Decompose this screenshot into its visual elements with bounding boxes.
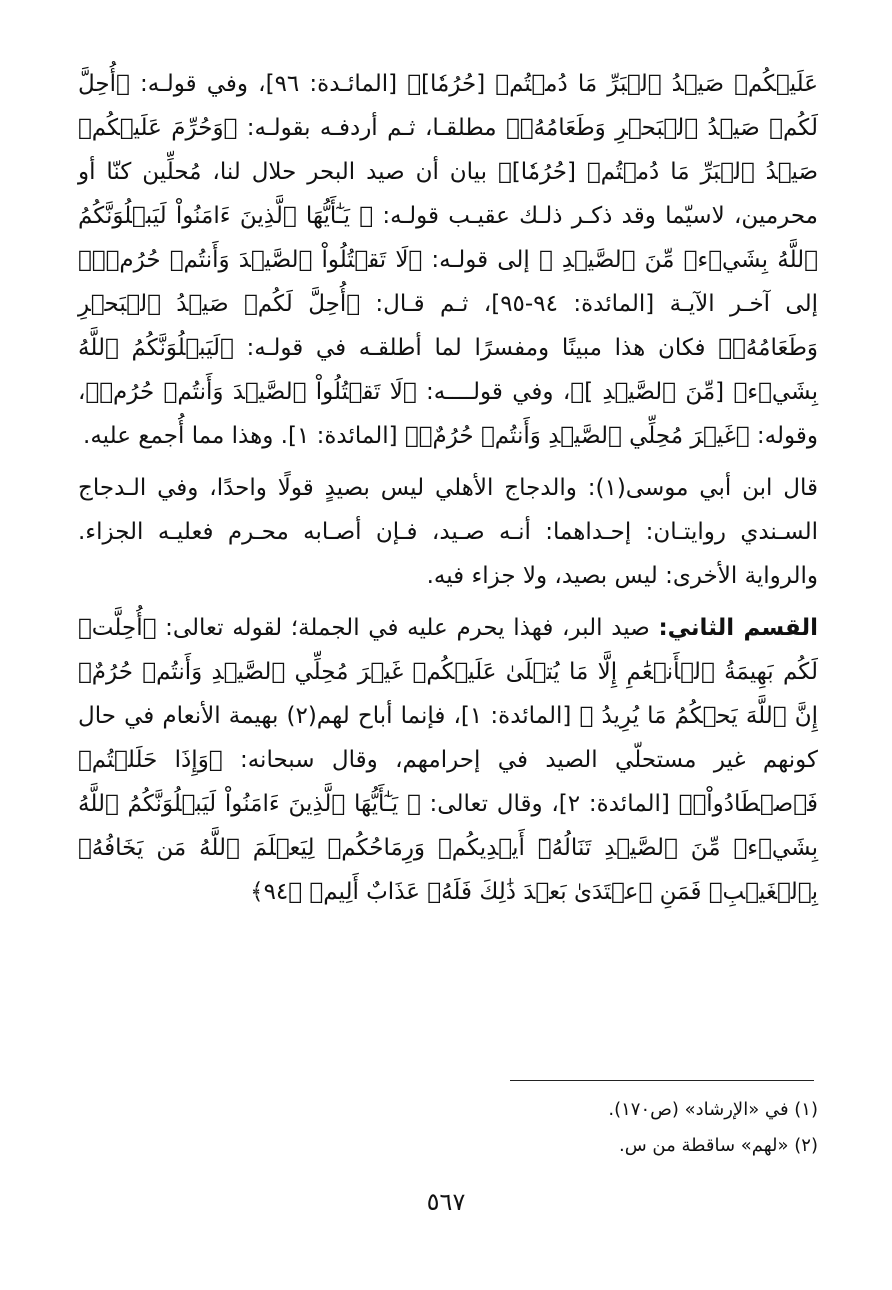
paragraph-1 (78, 62, 818, 458)
paragraph-3 (78, 606, 818, 914)
paragraph-text: قال ابن أبي موسى(١): والدجاج الأهلي ليس بصيدٍ قولًا واحدًا، وفي الـدجاج السـندي روايتـان: إحـداهما: أنـه صـيد، فـإن أصـابه محـرم فعليـه الجزاء. والرواية الأخرى: ليس بصيد، ولا جزاء فيه. (78, 475, 819, 589)
footnote-1: (١) في «الإرشاد» (ص١٧٠). (608, 1099, 818, 1120)
main-text (78, 62, 818, 914)
paragraph-text: صيد البر، فهذا يحرم عليه في الجملة؛ لقوله تعالى: ﴿أُحِلَّتۡ لَكُم بَهِيمَةُ ٱلۡأَنۡعَٰمِ إِلَّا مَا يُتۡلَىٰ عَلَيۡكُمۡ غَيۡرَ مُحِلِّي ٱلصَّيۡدِ وَأَنتُمۡ حُرُمٌۗ إِنَّ ٱللَّهَ يَحۡكُمُ مَا يُرِيدُ ﴾ [المائدة: ١]، فإنما أباح لهم(٢) بهيمة الأنعام في حال كونهم غير مستحلّي الصيد في إحرامهم، وقال سبحانه: ﴿وَإِذَا حَلَلۡتُمۡ فَٱصۡطَادُواْۚ﴾ [المائدة: ٢]، وقال تعالى: ﴿ يَـٰٓأَيُّهَا ٱلَّذِينَ ءَامَنُواْ لَيَبۡلُوَنَّكُمُ ٱللَّهُ بِشَيۡءٖ مِّنَ ٱلصَّيۡدِ تَنَالُهُۥٓ أَيۡدِيكُمۡ وَرِمَاحُكُمۡ لِيَعۡلَمَ ٱللَّهُ مَن يَخَافُهُۥ بِٱلۡغَيۡبِۚ فَمَنِ ٱعۡتَدَىٰ بَعۡدَ ذَٰلِكَ فَلَهُۥ عَذَابٌ أَلِيمٞ ﴿٩٤﴾ (78, 615, 819, 905)
paragraph-text: عَلَيۡكُمۡ صَيۡدُ ٱلۡبَرِّ مَا دُمۡتُمۡ [حُرُمٗا]﴾ [المائـدة: ٩٦]، وفي قولـه: ﴿أُحِلَّ لَكُمۡ صَيۡدُ ٱلۡبَحۡرِ وَطَعَامُهُۥ﴾ مطلقـا، ثـم أردفـه بقولـه: ﴿وَحُرِّمَ عَلَيۡكُمۡ صَيۡدُ ٱلۡبَرِّ مَا دُمۡتُمۡ [حُرُمٗا]﴾ بيان أن صيد البحر حلال لنا، مُحلِّين كنّا أو محرمين، لاسيّما وقد ذكـر ذلـك عقيـب قولـه: ﴿ يَـٰٓأَيُّهَا ٱلَّذِينَ ءَامَنُواْ لَيَبۡلُوَنَّكُمُ ٱللَّهُ بِشَيۡءٖ مِّنَ ٱلصَّيۡدِ ﴾ إلى قولـه: ﴿لَا تَقۡتُلُواْ ٱلصَّيۡدَ وَأَنتُمۡ حُرُمٞۚ﴾ إلى آخـر الآيـة [المائدة: ٩٤-٩٥]، ثـم قـال: ﴿أُحِلَّ لَكُمۡ صَيۡدُ ٱلۡبَحۡرِ وَطَعَامُهُۥ﴾ فكان هذا مبينًا ومفسرًا لما أطلقـه في قولـه: ﴿لَيَبۡلُوَنَّكُمُ ٱللَّهُ بِشَيۡءٖ [مِّنَ ٱلصَّيۡدِ ]﴾، وفي قولــــه: ﴿لَا تَقۡتُلُواْ ٱلصَّيۡدَ وَأَنتُمۡ حُرُمٞ﴾، وقوله: ﴿غَيۡرَ مُحِلِّي ٱلصَّيۡدِ وَأَنتُمۡ حُرُمٌۗ﴾ [المائدة: ١]. وهذا مما أُجمع عليه. (78, 71, 818, 449)
footnote-2: (٢) «لهم» ساقطة من س. (618, 1135, 818, 1156)
section-heading: القسم الثاني: (658, 615, 819, 641)
footnotes (78, 1092, 818, 1164)
footnote-divider (510, 1080, 814, 1081)
paragraph-2 (78, 466, 818, 598)
page-number: ٥٦٧ (426, 1188, 466, 1216)
